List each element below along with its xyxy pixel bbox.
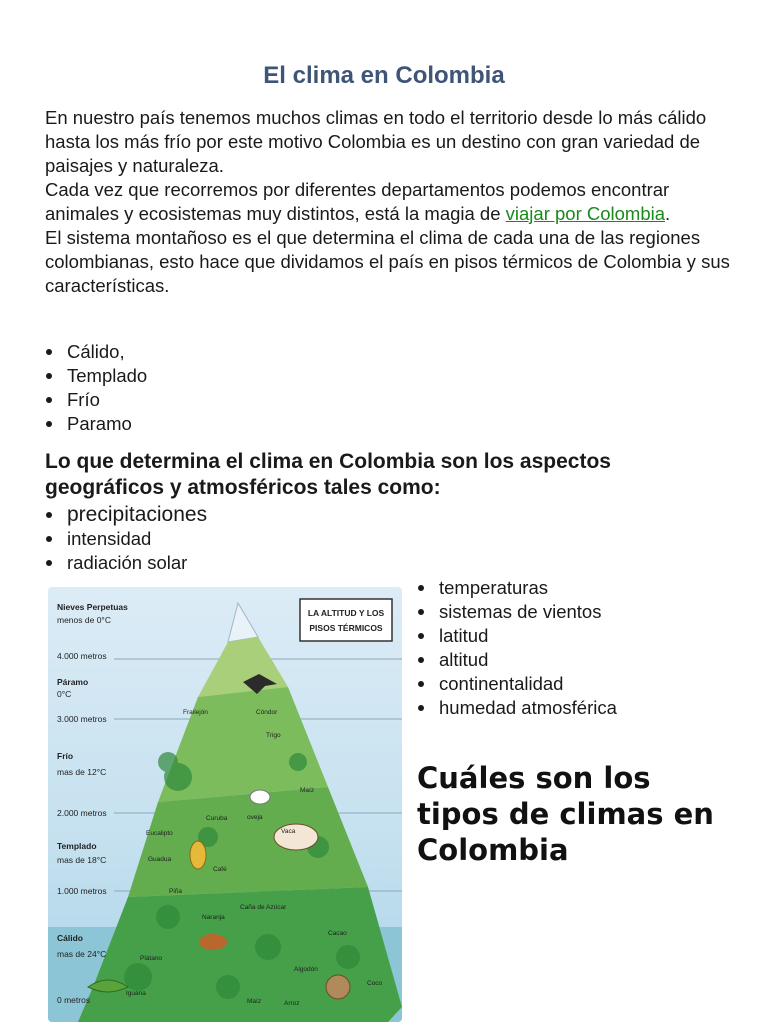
temperate-layer [128,787,368,897]
zone-name: Nieves Perpetuas [57,602,128,612]
figure-title-line1: LA ALTITUD Y LOS [307,608,385,618]
item-label: Caña de Azúcar [240,904,287,911]
coconut-icon [326,975,350,999]
altitude-label: 2.000 metros [57,808,107,818]
item-label: Naranja [202,914,225,921]
item-label: Maíz [300,787,315,794]
zone-temp: mas de 18°C [57,855,107,865]
altitude-thermal-floors-illustration [48,587,402,1022]
item-label: oveja [247,814,263,821]
item-label: Frailejón [183,709,208,716]
list-item: temperaturas [417,576,617,600]
item-label: Cóndor [256,709,278,716]
list-item: Cálido, [45,340,147,364]
pineapple-icon [190,841,206,869]
travel-colombia-link[interactable]: viajar por Colombia [505,203,666,224]
intro-text [45,106,735,298]
zone-temp: 0°C [57,689,72,699]
intro-paragraph-2 [45,178,735,226]
altitude-label: 3.000 metros [57,714,107,724]
list-item: latitud [417,624,617,648]
zone-temp: menos de 0°C [57,615,111,625]
zone-temp: mas de 12°C [57,767,107,777]
climate-types-heading: Cuáles son los tipos de climas en Colombia [417,761,714,867]
item-label: Iguana [126,990,146,997]
climate-types-list [45,340,147,436]
altitude-label: 1.000 metros [57,886,107,896]
item-label: Eucalipto [146,830,173,837]
determinants-list-b [417,576,617,720]
item-label: Maíz [247,998,262,1005]
determinants-list-a [45,502,207,575]
altitude-label: 0 metros [57,995,91,1005]
intro-paragraph-2-text: Cada vez que recorremos por diferentes departamentos podemos encontrar animales y ecosistemas muy distintos, está la magia de [45,179,670,224]
item-label: Café [213,866,227,873]
intro-paragraph-2-end: . [665,203,671,224]
item-label: Vaca [281,828,296,835]
altitude-label: 4.000 metros [57,651,107,661]
list-item: humedad atmosférica [417,696,617,720]
zone-temp: mas de 24°C [57,949,107,959]
list-item: intensidad [45,527,207,551]
zone-name: Cálido [57,933,83,943]
item-label: Trigo [266,732,281,739]
item-label: Coco [367,980,383,987]
list-item: radiación solar [45,551,207,575]
figure-title-line2: PISOS TÉRMICOS [309,623,383,633]
cacao-icon [199,934,227,950]
item-label: Curuba [206,815,228,822]
list-item: sistemas de vientos [417,600,617,624]
item-label: Plátano [140,955,163,962]
list-item: Paramo [45,412,147,436]
intro-paragraph-3: El sistema montañoso es el que determina el clima de cada una de las regiones colombianas, esto hace que dividamos el país en pisos térmicos de Colombia y sus características. [45,227,730,296]
item-label: Algodón [294,966,318,973]
page-title: El clima en Colombia [263,62,505,90]
item-label: Piña [169,888,183,895]
zone-name: Frío [57,751,74,761]
sheep-icon [250,790,270,804]
list-item: altitud [417,648,617,672]
item-label: Arroz [284,1000,300,1007]
zone-name: Templado [57,841,97,851]
list-item: Frío [45,388,147,412]
figure-title-box [300,599,392,641]
item-label: Guadua [148,856,172,863]
item-label: Cacao [328,930,347,937]
list-item: precipitaciones [45,502,207,527]
intro-paragraph-1: En nuestro país tenemos muchos climas en todo el territorio desde lo más cálido hasta los más frío por este motivo Colombia es un destino con gran variedad de paisajes y naturaleza. [45,107,707,176]
zone-name: Páramo [57,677,89,687]
list-item: continentalidad [417,672,617,696]
list-item: Templado [45,364,147,388]
determinants-heading: Lo que determina el clima en Colombia son los aspectos geográficos y atmosféricos tales como: [45,450,611,499]
